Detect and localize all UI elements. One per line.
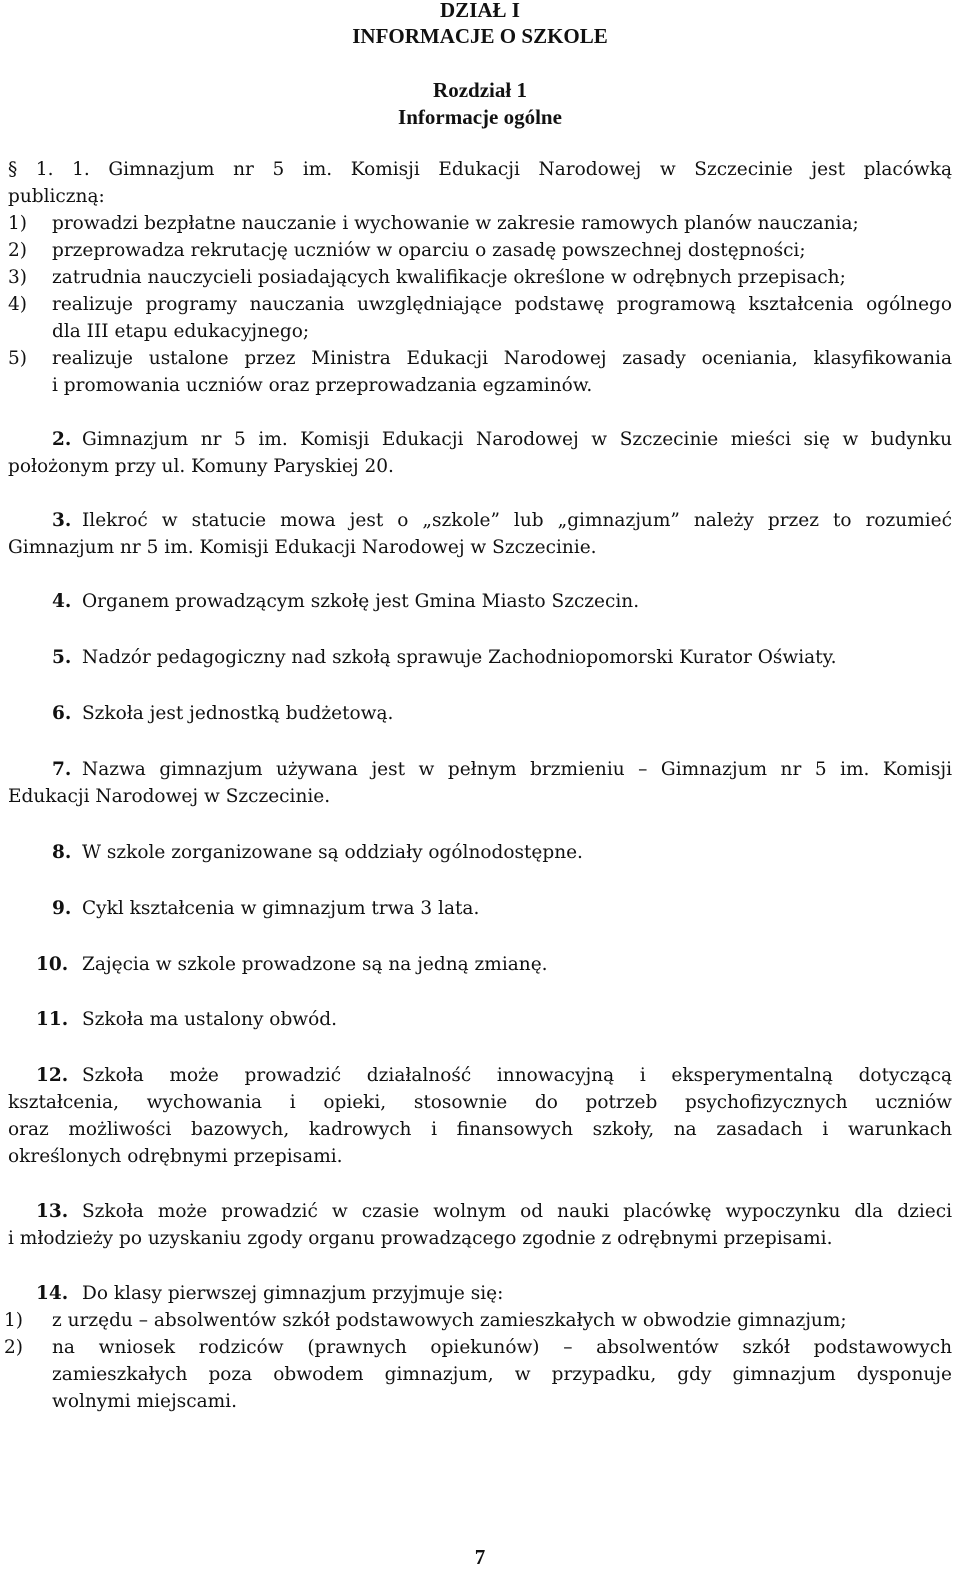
point-text-cont: określonych odrębnymi przepisami. [8, 1146, 343, 1167]
admission-item-cont: wolnymi miejscami. [52, 1391, 237, 1412]
list-item: zatrudnia nauczycieli posiadających kwalifikacje określone w odrębnych przepisach; [52, 267, 846, 288]
admission-item: na wniosek rodziców (prawnych opiekunów) – absolwentów szkół podstawowych [52, 1337, 952, 1358]
list-item-number: 4) [8, 294, 27, 315]
point-text: Szkoła jest jednostką budżetową. [82, 703, 394, 724]
list-item: przeprowadza rekrutację uczniów w oparciu o zasadę powszechnej dostępności; [52, 240, 806, 261]
point-text-cont: i młodzieży po uzyskaniu zgody organu prowadzącego zgodnie z odrębnymi przepisami. [8, 1228, 833, 1249]
point-text: Nazwa gimnazjum używana jest w pełnym brzmieniu – Gimnazjum nr 5 im. Komisji [82, 759, 952, 780]
list-item-cont: dla III etapu edukacyjnego; [52, 321, 310, 342]
point-number: 14. [36, 1283, 69, 1304]
point-text-cont: Gimnazjum nr 5 im. Komisji Edukacji Narodowej w Szczecinie. [8, 537, 597, 558]
admission-item: z urzędu – absolwentów szkół podstawowych zamieszkałych w obwodzie gimnazjum; [52, 1310, 847, 1331]
point-text: Szkoła może prowadzić działalność innowacyjną i eksperymentalną dotyczącą [82, 1065, 952, 1086]
section-heading: DZIAŁ I [440, 0, 520, 22]
admission-item-cont: zamieszkałych poza obwodem gimnazjum, w przypadku, gdy gimnazjum dysponuje [52, 1364, 952, 1385]
point-number: 11. [36, 1009, 69, 1030]
point-text: Nadzór pedagogiczny nad szkołą sprawuje Zachodniopomorski Kurator Oświaty. [82, 647, 837, 668]
section-title: INFORMACJE O SZKOLE [352, 24, 608, 48]
page-number: 7 [474, 1545, 486, 1569]
admission-item-number: 2) [4, 1337, 23, 1358]
point-text-cont: Edukacji Narodowej w Szczecinie. [8, 786, 331, 807]
point-text: Cykl kształcenia w gimnazjum trwa 3 lata. [82, 898, 480, 919]
point-number: 2. [52, 429, 72, 450]
point-number: 9. [52, 898, 72, 919]
point-number: 13. [36, 1201, 69, 1222]
point-number: 12. [36, 1065, 69, 1086]
chapter-title: Informacje ogólne [398, 105, 562, 129]
point-number: 6. [52, 703, 72, 724]
point-number: 3. [52, 510, 72, 531]
point-text: Organem prowadzącym szkołę jest Gmina Miasto Szczecin. [82, 591, 640, 612]
point-text: Ilekroć w statucie mowa jest o „szkole” lub „gimnazjum” należy przez to rozumieć [82, 510, 952, 531]
point-text-cont: oraz możliwości bazowych, kadrowych i finansowych szkoły, na zasadach i warunkach [8, 1119, 952, 1140]
list-item-number: 3) [8, 267, 27, 288]
point-text: Zajęcia w szkole prowadzone są na jedną zmianę. [82, 954, 548, 975]
point-number: 10. [36, 954, 69, 975]
point-text-cont: położonym przy ul. Komuny Paryskiej 20. [8, 456, 394, 477]
admission-item-number: 1) [4, 1310, 23, 1331]
list-item: prowadzi bezpłatne nauczanie i wychowanie w zakresie ramowych planów nauczania; [52, 213, 859, 234]
point-number: 7. [52, 759, 72, 780]
point-number: 8. [52, 842, 72, 863]
list-item-number: 2) [8, 240, 27, 261]
list-item: realizuje ustalone przez Ministra Edukacji Narodowej zasady oceniania, klasyfikowania [52, 348, 952, 369]
point-text: Do klasy pierwszej gimnazjum przyjmuje się: [82, 1283, 504, 1304]
point-number: 4. [52, 591, 72, 612]
list-item-cont: i promowania uczniów oraz przeprowadzania egzaminów. [52, 375, 593, 396]
point-text: Szkoła może prowadzić w czasie wolnym od nauki placówkę wypoczynku dla dzieci [82, 1201, 952, 1222]
point-number: 5. [52, 647, 72, 668]
paragraph-1-lead: § 1. 1. Gimnazjum nr 5 im. Komisji Edukacji Narodowej w Szczecinie jest placówką [8, 159, 952, 180]
list-item: realizuje programy nauczania uwzględniające podstawę programową kształcenia ogólnego [52, 294, 952, 315]
list-item-number: 1) [8, 213, 27, 234]
point-text: W szkole zorganizowane są oddziały ogólnodostępne. [82, 842, 583, 863]
point-text: Gimnazjum nr 5 im. Komisji Edukacji Narodowej w Szczecinie mieści się w budynku [82, 429, 952, 450]
paragraph-1-lead-cont: publiczną: [8, 186, 105, 207]
list-item-number: 5) [8, 348, 27, 369]
point-text: Szkoła ma ustalony obwód. [82, 1009, 337, 1030]
chapter-heading: Rozdział 1 [433, 78, 527, 102]
point-text-cont: kształcenia, wychowania i opieki, stosownie do potrzeb psychofizycznych uczniów [8, 1092, 952, 1113]
